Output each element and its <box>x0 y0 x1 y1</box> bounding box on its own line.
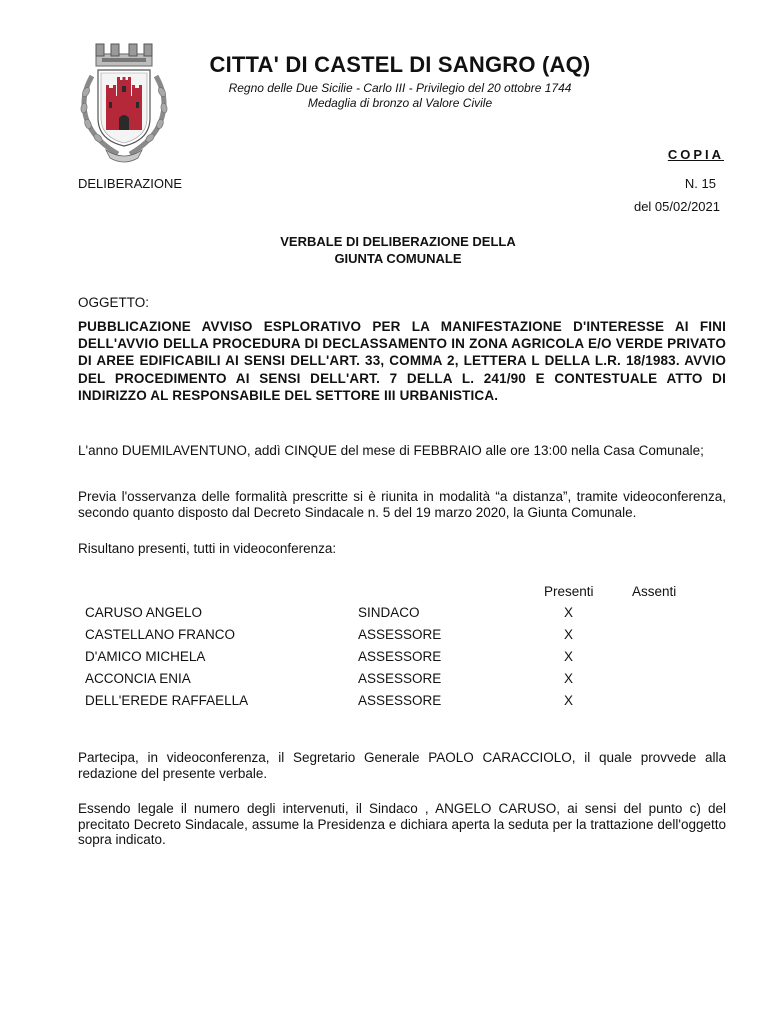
attendance-row <box>0 693 770 713</box>
page-title: CITTA' DI CASTEL DI SANGRO (AQ) <box>209 52 591 77</box>
paragraph-presidency: Essendo legale il numero degli intervenuti, il Sindaco , ANGELO CARUSO, ai sensi del punto c) del precitato Decreto Sindacale, assume la Presidenza e dichiara aperta la seduta per la trattazione dell'oggetto sopra indicato. <box>78 801 726 847</box>
paragraph-secretary: Partecipa, in videoconferenza, il Segretario Generale PAOLO CARACCIOLO, il quale provvede alla redazione del presente verbale. <box>78 750 726 781</box>
member-role: ASSESSORE <box>358 671 442 686</box>
member-name: D'AMICO MICHELA <box>85 649 206 664</box>
member-present-mark: X <box>564 671 574 686</box>
subtitle-privilege: Regno delle Due Sicilie - Carlo III - Privilegio del 20 ottobre 1744 <box>228 81 572 95</box>
member-present-mark: X <box>564 649 574 664</box>
copia-label: COPIA <box>667 147 724 162</box>
attendance-row <box>0 627 770 647</box>
deliberazione-number: N. 15 <box>684 176 716 191</box>
attendance-row <box>0 605 770 625</box>
member-present-mark: X <box>564 627 574 642</box>
verbale-heading-line1: VERBALE DI DELIBERAZIONE DELLA <box>280 234 516 249</box>
member-present-mark: X <box>564 605 574 620</box>
member-role: ASSESSORE <box>358 627 442 642</box>
attendance-row <box>0 671 770 691</box>
member-name: DELL'EREDE RAFFAELLA <box>85 693 249 708</box>
oggetto-text: PUBBLICAZIONE AVVISO ESPLORATIVO PER LA MANIFESTAZIONE D'INTERESSE AI FINI DELL'AVVIO DELLA PROCEDURA DI DECLASSAMENTO IN ZONA AGRICOLA E/O VERDE PRIVATO DI AREE EDIFICABILI AI SENSI DELL'ART. 33, COMMA 2, LETTERA L DELLA L.R. 18/1983. AVVIO DEL PROCEDIMENTO AI SENSI DELL'ART. 7 DELLA L. 241/90 E CONTESTUALE ATTO DI INDIRIZZO AL RESPONSABILE DEL SETTORE III URBANISTICA. <box>78 319 726 403</box>
member-present-mark: X <box>564 693 574 708</box>
paragraph-formalities: Previa l'osservanza delle formalità prescritte si è riunita in modalità “a distanza”, tramite videoconferenza, secondo quanto disposto dal Decreto Sindacale n. 5 del 19 marzo 2020, la Giunta Comunale. <box>78 489 726 520</box>
column-header-assenti: Assenti <box>632 584 677 599</box>
member-role: ASSESSORE <box>358 693 442 708</box>
member-role: ASSESSORE <box>358 649 442 664</box>
member-name: ACCONCIA ENIA <box>85 671 191 686</box>
castel-di-sangro-crest-icon <box>78 40 170 164</box>
deliberazione-label: DELIBERAZIONE <box>78 176 183 191</box>
deliberazione-date: del 05/02/2021 <box>633 199 720 214</box>
column-header-presenti: Presenti <box>544 584 594 599</box>
member-name: CASTELLANO FRANCO <box>85 627 236 642</box>
paragraph-present-intro: Risultano presenti, tutti in videoconferenza: <box>78 541 337 556</box>
attendance-row <box>0 649 770 669</box>
member-role: SINDACO <box>358 605 420 620</box>
oggetto-label: OGGETTO: <box>78 295 150 310</box>
subtitle-medal: Medaglia di bronzo al Valore Civile <box>307 96 493 110</box>
member-name: CARUSO ANGELO <box>85 605 203 620</box>
paragraph-date-place: L'anno DUEMILAVENTUNO, addì CINQUE del mese di FEBBRAIO alle ore 13:00 nella Casa Comunale; <box>78 443 704 458</box>
verbale-heading-line2: GIUNTA COMUNALE <box>334 251 462 266</box>
